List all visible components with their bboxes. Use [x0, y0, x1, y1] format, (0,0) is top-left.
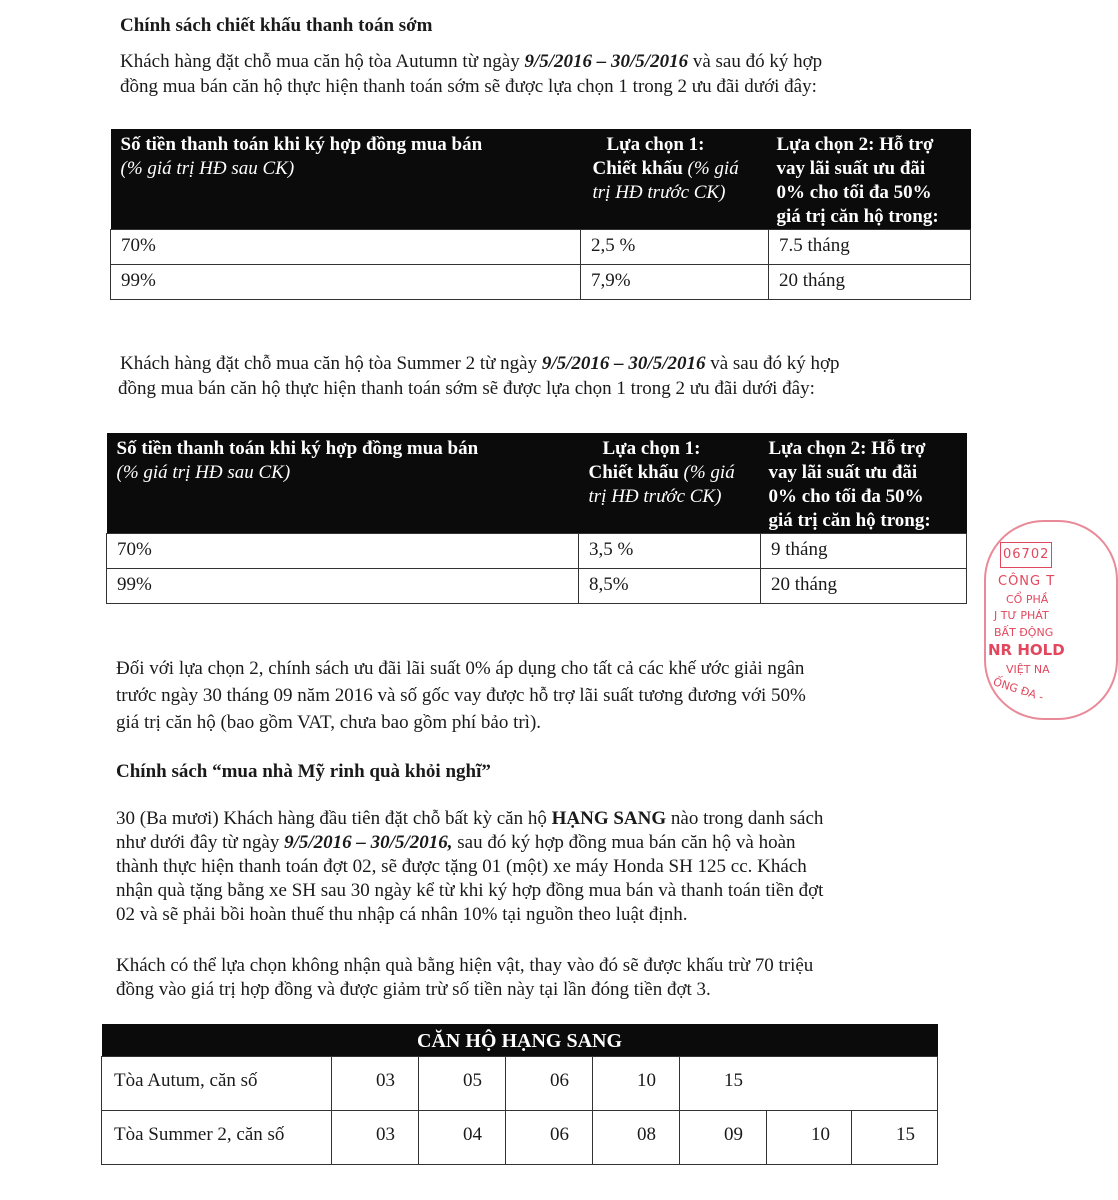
header-option1-sub-b: trị HĐ trước CK): [588, 486, 722, 507]
autumn-offer-table: [110, 129, 971, 300]
header-option2-line3: 0% cho tối đa 50%: [768, 486, 924, 507]
autumn-intro-suffix: và sau đó ký hợp: [688, 51, 823, 72]
cell-loan: 7.5 tháng: [769, 230, 971, 265]
header-payment-sub: (% giá trị HĐ sau CK): [120, 158, 295, 179]
gift-p1-line2-prefix: như dưới đây từ ngày: [116, 832, 285, 853]
unit-cell: 09: [680, 1111, 767, 1165]
header-option2: [769, 129, 971, 230]
gift-p1-line1: [116, 807, 996, 831]
stamp-line6: NR HOLD: [988, 641, 1065, 659]
unit-cell: [767, 1057, 852, 1111]
cell-discount: 2,5 %: [581, 230, 769, 265]
offer-table-header: [111, 129, 971, 230]
unit-cell: [852, 1057, 938, 1111]
cell-loan: 20 tháng: [769, 265, 971, 300]
cell-discount: 7,9%: [581, 265, 769, 300]
cell-payment: 70%: [111, 230, 581, 265]
summer-intro-line2: đồng mua bán căn hộ thực hiện thanh toán sớm sẽ được lựa chọn 1 trong 2 ưu đãi dưới đây:: [118, 378, 815, 399]
header-option1-title-b: Chiết khấu: [588, 462, 679, 483]
row-label: Tòa Summer 2, căn số: [102, 1111, 332, 1165]
summer-intro-suffix: và sau đó ký hợp: [705, 353, 840, 374]
cell-payment: 99%: [107, 569, 579, 604]
table-row: [107, 569, 967, 604]
stamp-line4: J TƯ PHÁT: [994, 609, 1049, 622]
section-title-early-payment: Chính sách chiết khấu thanh toán sớm: [120, 15, 433, 36]
header-option2-line2: vay lãi suất ưu đãi: [776, 158, 926, 179]
gift-p1-line5: 02 và sẽ phải bồi hoàn thuế thu nhập cá nhân 10% tại nguồn theo luật định.: [116, 904, 688, 925]
gift-p1-prefix: 30 (Ba mươi) Khách hàng đầu tiên đặt chỗ bất kỳ căn hộ: [116, 808, 552, 829]
unit-cell: 06: [506, 1057, 593, 1111]
luxury-table-header: [102, 1024, 938, 1057]
header-option1-sub-a: (% giá: [678, 462, 735, 483]
gift-p1-line2-suffix: sau đó ký hợp đồng mua bán căn hộ và hoàn: [452, 832, 796, 853]
unit-cell: 15: [852, 1111, 938, 1165]
section-title-gift: Chính sách “mua nhà Mỹ rinh quà khỏi nghĩ”: [116, 761, 491, 782]
summer-offer-table: [106, 433, 967, 604]
unit-cell: 06: [506, 1111, 593, 1165]
unit-cell: 03: [332, 1111, 419, 1165]
stamp-line7: VIỆT NA: [1006, 663, 1050, 676]
table-row: [102, 1111, 938, 1165]
table-row: [102, 1057, 938, 1111]
summer-intro: [120, 352, 980, 376]
header-option1: [579, 433, 761, 534]
unit-cell: 04: [419, 1111, 506, 1165]
stamp-line3: CỔ PHẦ: [1006, 593, 1049, 606]
header-option1-sub-b: trị HĐ trước CK): [592, 182, 726, 203]
table-row: [111, 230, 971, 265]
autumn-intro-prefix: Khách hàng đặt chỗ mua căn hộ tòa Autumn từ ngày: [120, 51, 525, 72]
stamp-line2: CÔNG T: [998, 574, 1056, 589]
autumn-intro: [120, 50, 980, 74]
option2-note-line2: trước ngày 30 tháng 09 năm 2016 và số gốc vay được hỗ trợ lãi suất tương đương với 50%: [116, 685, 806, 706]
header-option2-line3: 0% cho tối đa 50%: [776, 182, 932, 203]
header-option2-line1: Lựa chọn 2: Hỗ trợ: [776, 134, 934, 155]
gift-p1-dates: 9/5/2016 – 30/5/2016,: [284, 832, 453, 853]
option2-note-line1: Đối với lựa chọn 2, chính sách ưu đãi lãi suất 0% áp dụng cho tất cả các khế ước giải ngân: [116, 658, 805, 679]
gift-p1-line3: thành thực hiện thanh toán đợt 02, sẽ được tặng 01 (một) xe máy Honda SH 125 cc. Khách: [116, 856, 807, 877]
header-option1: [581, 129, 769, 230]
table-row: [111, 265, 971, 300]
option2-note-line3: giá trị căn hộ (bao gồm VAT, chưa bao gồm phí bảo trì).: [116, 712, 542, 733]
header-option1-title-b: Chiết khấu: [592, 158, 683, 179]
gift-p1-line4: nhận quà tặng bằng xe SH sau 30 ngày kể từ khi ký hợp đồng mua bán và thanh toán tiền đợt: [116, 880, 824, 901]
header-payment: [111, 129, 581, 230]
company-stamp: [984, 520, 1104, 720]
unit-cell: 03: [332, 1057, 419, 1111]
header-option1-title-a: Lựa chọn 1:: [602, 438, 701, 459]
cell-payment: 70%: [107, 534, 579, 569]
autumn-intro-dates: 9/5/2016 – 30/5/2016: [524, 51, 689, 72]
unit-cell: 05: [419, 1057, 506, 1111]
unit-cell: 10: [767, 1111, 852, 1165]
header-option1-sub-a: (% giá: [682, 158, 739, 179]
row-label: Tòa Autum, căn số: [102, 1057, 332, 1111]
gift-p2-line1: Khách có thể lựa chọn không nhận quà bằng hiện vật, thay vào đó sẽ được khấu trừ 70 triệu: [116, 955, 814, 976]
stamp-line5: BẤT ĐỘNG: [994, 626, 1054, 639]
unit-cell: 10: [593, 1057, 680, 1111]
gift-p2-line2: đồng vào giá trị hợp đồng và được giảm trừ số tiền này tại lần đóng tiền đợt 3.: [116, 979, 711, 1000]
stamp-line1: 06702: [1000, 542, 1052, 568]
luxury-apartments-table: [101, 1024, 938, 1165]
cell-payment: 99%: [111, 265, 581, 300]
header-payment-sub: (% giá trị HĐ sau CK): [116, 462, 291, 483]
unit-cell: 08: [593, 1111, 680, 1165]
cell-discount: 3,5 %: [579, 534, 761, 569]
header-option1-title-a: Lựa chọn 1:: [606, 134, 705, 155]
offer-table-header: [107, 433, 967, 534]
cell-loan: 20 tháng: [761, 569, 967, 604]
header-option2-line4: giá trị căn hộ trong:: [768, 510, 931, 531]
header-payment-title: Số tiền thanh toán khi ký hợp đồng mua bán: [120, 134, 483, 155]
gift-p1-line2: [116, 831, 996, 855]
header-option2-line4: giá trị căn hộ trong:: [776, 206, 939, 227]
table-row: [107, 534, 967, 569]
summer-intro-dates: 9/5/2016 – 30/5/2016: [541, 353, 706, 374]
summer-intro-prefix: Khách hàng đặt chỗ mua căn hộ tòa Summer 2 từ ngày: [120, 353, 542, 374]
header-payment-title: Số tiền thanh toán khi ký hợp đồng mua bán: [116, 438, 479, 459]
header-payment: [107, 433, 579, 534]
cell-loan: 9 tháng: [761, 534, 967, 569]
header-option2: [761, 433, 967, 534]
gift-p1-bold: HẠNG SANG: [551, 808, 667, 829]
header-option2-line2: vay lãi suất ưu đãi: [768, 462, 918, 483]
header-option2-line1: Lựa chọn 2: Hỗ trợ: [768, 438, 926, 459]
autumn-intro-line2: đồng mua bán căn hộ thực hiện thanh toán sớm sẽ được lựa chọn 1 trong 2 ưu đãi dưới đây:: [120, 76, 817, 97]
cell-discount: 8,5%: [579, 569, 761, 604]
unit-cell: 15: [680, 1057, 767, 1111]
luxury-table-title: CĂN HỘ HẠNG SANG: [102, 1024, 938, 1057]
gift-p1-suffix: nào trong danh sách: [666, 808, 824, 829]
stamp-line8: ỐNG ĐA -: [991, 675, 1046, 704]
